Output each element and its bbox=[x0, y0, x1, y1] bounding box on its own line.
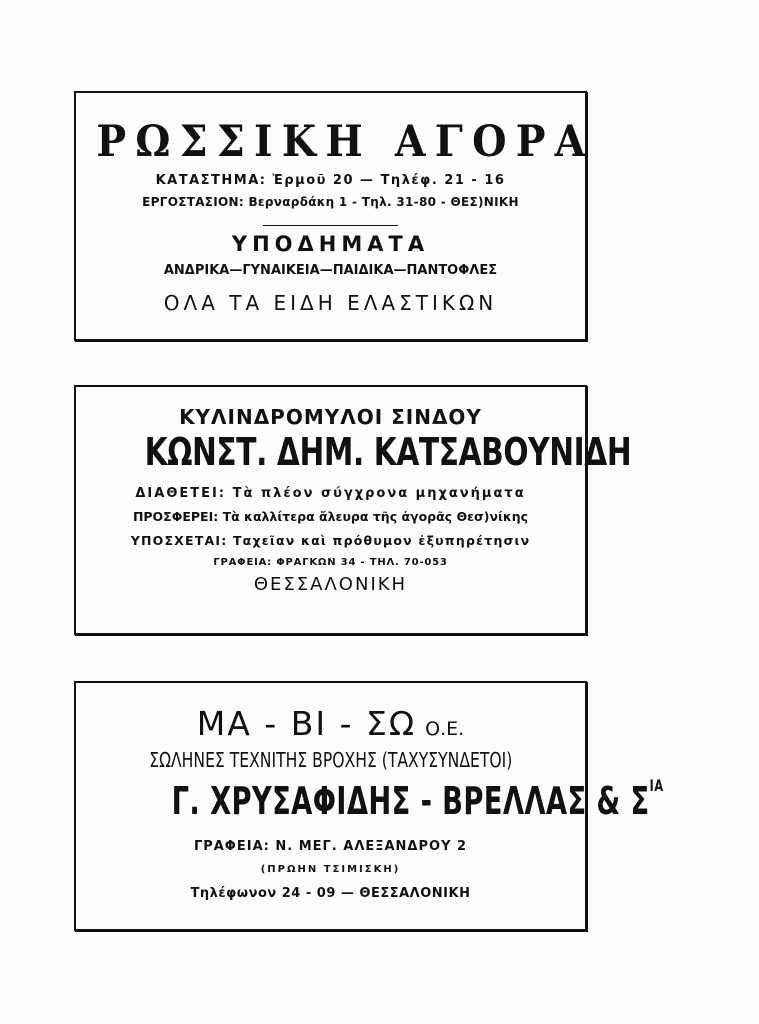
advertisement-mabiso bbox=[74, 681, 664, 931]
company-name-row bbox=[76, 704, 585, 743]
divider bbox=[263, 225, 398, 226]
business-name: ΚΥΛΙΝΔΡΟΜΥΛΟΙ ΣΙΝΔΟΥ bbox=[179, 405, 482, 429]
factory-address: ΕΡΓΟΣΤΑΣΙΟΝ: Βερναρδάκη 1 - Τηλ. 31-80 - ΘΕΣ)ΝΙΚΗ bbox=[142, 195, 519, 209]
category-heading: ΥΠΟΔΗΜΑΤΑ bbox=[231, 232, 430, 256]
ad-title: ΡΩΣΣΙΚΗ ΑΓΟΡΑ bbox=[96, 117, 595, 167]
products-line: ΣΩΛΗΝΕΣ ΤΕΧΝΙΤΗΣ ΒΡΟΧΗΣ (ΤΑΧΥΣΥΝΔΕΤΟΙ) bbox=[148, 748, 513, 772]
advertisement-kylindromyloi-sindou bbox=[74, 385, 632, 635]
owner-name-wrap bbox=[76, 430, 632, 477]
city-name: ΘΕΣΣΑΛΟΝΙΚΗ bbox=[253, 574, 408, 595]
partners-line bbox=[171, 776, 664, 823]
company-name: ΜΑ - ΒΙ - ΣΩ bbox=[196, 704, 417, 743]
office-address: ΓΡΑΦΕΙΑ: ΦΡΑΓΚΩΝ 34 - ΤΗΛ. 70-053 bbox=[213, 557, 448, 568]
store-address: ΚΑΤΑΣΤΗΜΑ: Ἑρμοῦ 20 — Τηλέφ. 21 - 16 bbox=[155, 173, 506, 188]
offer-line-1: ΔΙΑΘΕΤΕΙ: Τὰ πλέον σύγχρονα μηχανήματα bbox=[135, 486, 526, 501]
partners-names: Γ. ΧΡΥΣΑΦΙΔΗΣ - ΒΡΕΛΛΑΣ & Σ bbox=[171, 779, 650, 823]
tagline: ΟΛΑ ΤΑ ΕΙΔΗ ΕΛΑΣΤΙΚΩΝ bbox=[163, 291, 498, 315]
offer-line-2: ΠΡΟΣΦΕΡΕΙ: Τὰ καλλίτερα ἄλευρα τῆς ἀγορᾶς Θεσ)νίκης bbox=[132, 509, 529, 524]
offer-line-3: ΥΠΟΣΧΕΤΑΙ: Ταχεῖαν καὶ πρόθυμον ἐξυπηρέτησιν bbox=[130, 532, 531, 548]
company-suffix: Ο.Ε. bbox=[425, 718, 465, 740]
category-types: ΑΝΔΡΙΚΑ—ΓΥΝΑΙΚΕΙΑ—ΠΑΙΔΙΚΑ—ΠΑΝΤΟΦΛΕΣ bbox=[163, 263, 498, 278]
office-address: ΓΡΑΦΕΙΑ: Ν. ΜΕΓ. ΑΛΕΞΑΝΔΡΟΥ 2 bbox=[193, 839, 468, 854]
phone-line: Τηλέφωνον 24 - 09 — ΘΕΣΣΑΛΟΝΙΚΗ bbox=[190, 886, 471, 901]
partners-superscript: ΙΑ bbox=[649, 776, 664, 795]
advertisement-russiki-agora bbox=[74, 91, 595, 341]
owner-name: ΚΩΝΣΤ. ΔΗΜ. ΚΑΤΣΑΒΟΥΝΙΔΗ bbox=[144, 430, 632, 474]
office-note: (ΠΡΩΗΝ ΤΣΙΜΙΣΚΗ) bbox=[260, 864, 401, 875]
products-wrap bbox=[76, 750, 585, 774]
